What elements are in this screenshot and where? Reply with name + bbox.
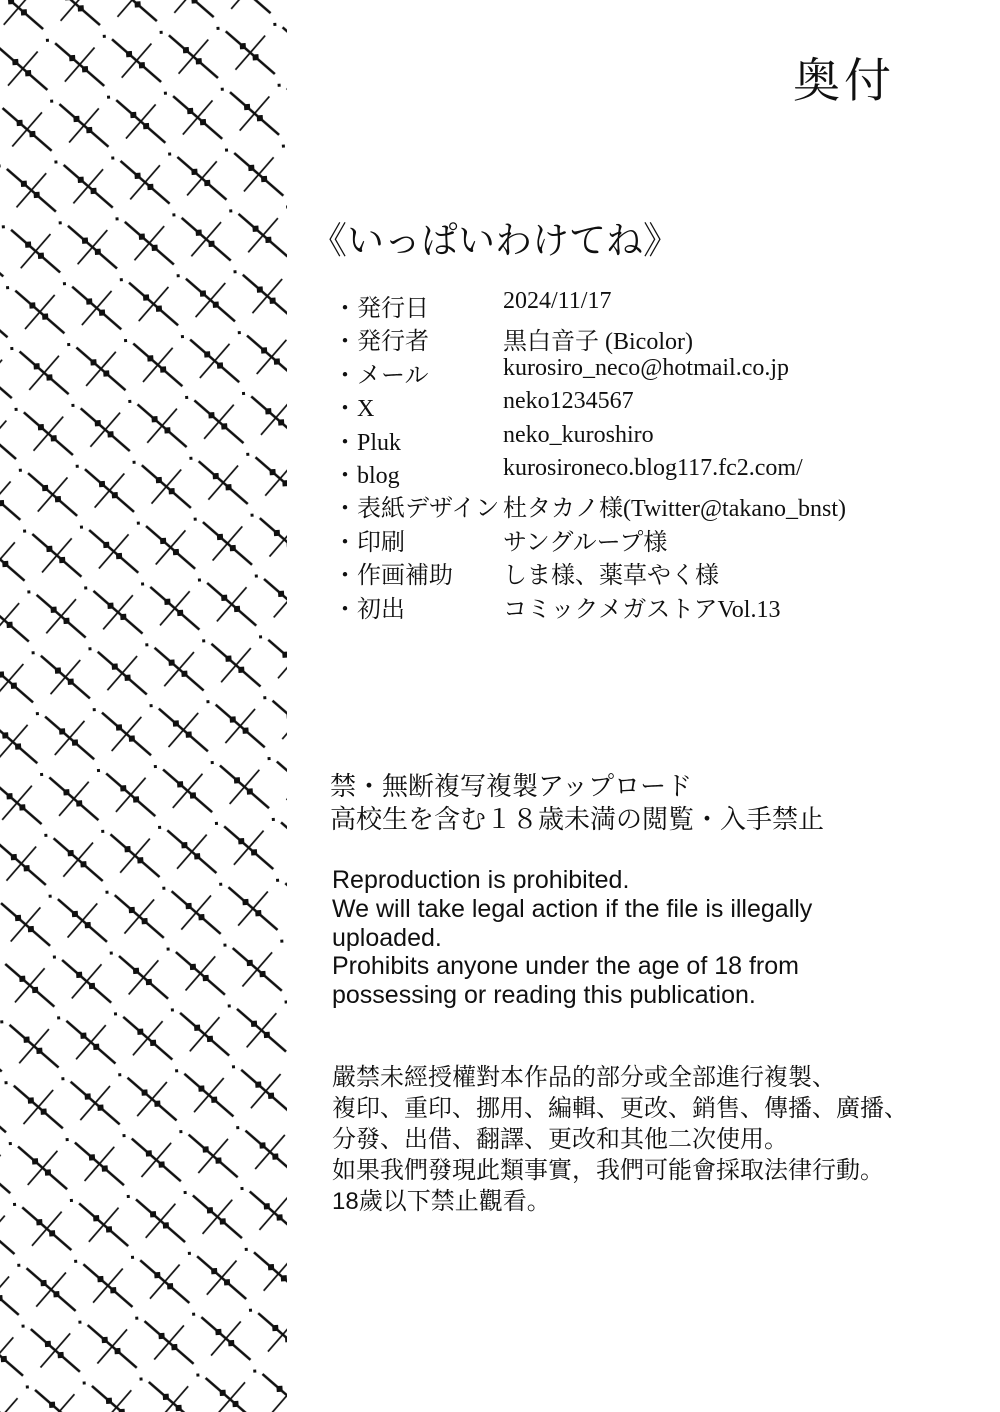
warning-en-line: possessing or reading this publication. [332,981,756,1010]
info-value: 2024/11/17 [503,288,612,314]
info-value: しま様、薬草やく様 [503,563,719,590]
info-label: ・X [333,396,375,423]
warning-ja-line: 禁・無断複写複製アップロード [330,772,693,801]
warning-english [332,866,812,1010]
warning-japanese [330,770,824,836]
info-row-art-assist [333,555,933,588]
warning-en-line: uploaded. [332,923,442,952]
warning-zh-line: 嚴禁未經授權對本作品的部分或全部進行複製、 [332,1064,836,1091]
publication-info-list [333,288,933,622]
warning-zh-line: 分發、出借、翻譯、更改和其他二次使用。 [332,1126,788,1153]
info-label: ・メール [333,362,429,389]
info-row-printer [333,522,933,555]
info-value: neko1234567 [503,388,634,415]
info-value: kurosiro_neco@hotmail.co.jp [503,354,790,381]
info-value: kurosironeco.blog117.fc2.com/ [503,454,803,481]
page-title: 奥付 [793,56,895,108]
info-row-cover-design [333,488,933,521]
warning-ja-line: 高校生を含む１８歳未満の閲覧・入手禁止 [330,805,825,834]
info-value: サングループ様 [503,529,668,556]
info-label: ・表紙デザイン [333,496,500,523]
warning-en-line: We will take legal action if the file is illegally [332,894,813,923]
info-row-pluk-account [333,422,933,455]
info-label: ・発行者 [333,329,429,356]
warning-zh-line: 如果我們發現此類事實，我們可能會採取法律行動。 [332,1157,884,1184]
info-label: ・作画補助 [333,563,453,590]
warning-zh-line: 18歲以下禁止觀看。 [332,1188,551,1215]
info-value: コミックメガストアVol.13 [503,596,781,623]
info-label: ・blog [333,462,400,489]
warning-chinese [332,1062,908,1217]
info-row-email [333,355,933,388]
info-label: ・印刷 [333,529,405,556]
info-row-x-account [333,388,933,421]
x-lattice-pattern-icon [0,0,287,1412]
warning-zh-line: 複印、重印、挪用、編輯、更改、銷售、傳播、廣播、 [332,1095,908,1122]
warning-en-line: Prohibits anyone under the age of 18 from [332,952,799,981]
info-row-publish-date [333,288,933,321]
info-row-blog [333,455,933,488]
info-row-publisher [333,321,933,354]
info-label: ・Pluk [333,429,402,456]
info-row-first-published [333,589,933,622]
lattice-pattern-band [0,0,287,1412]
info-value: neko_kuroshiro [503,421,654,448]
warning-en-line: Reproduction is prohibited. [332,866,630,894]
info-value: 杜タカノ様(Twitter@takano_bnst) [503,496,847,523]
info-label: ・初出 [333,596,405,623]
book-title: 《いっぱいわけてね》 [310,221,680,262]
info-label: ・発行日 [333,296,429,322]
info-value: 黒白音子 (Bicolor) [503,329,693,356]
